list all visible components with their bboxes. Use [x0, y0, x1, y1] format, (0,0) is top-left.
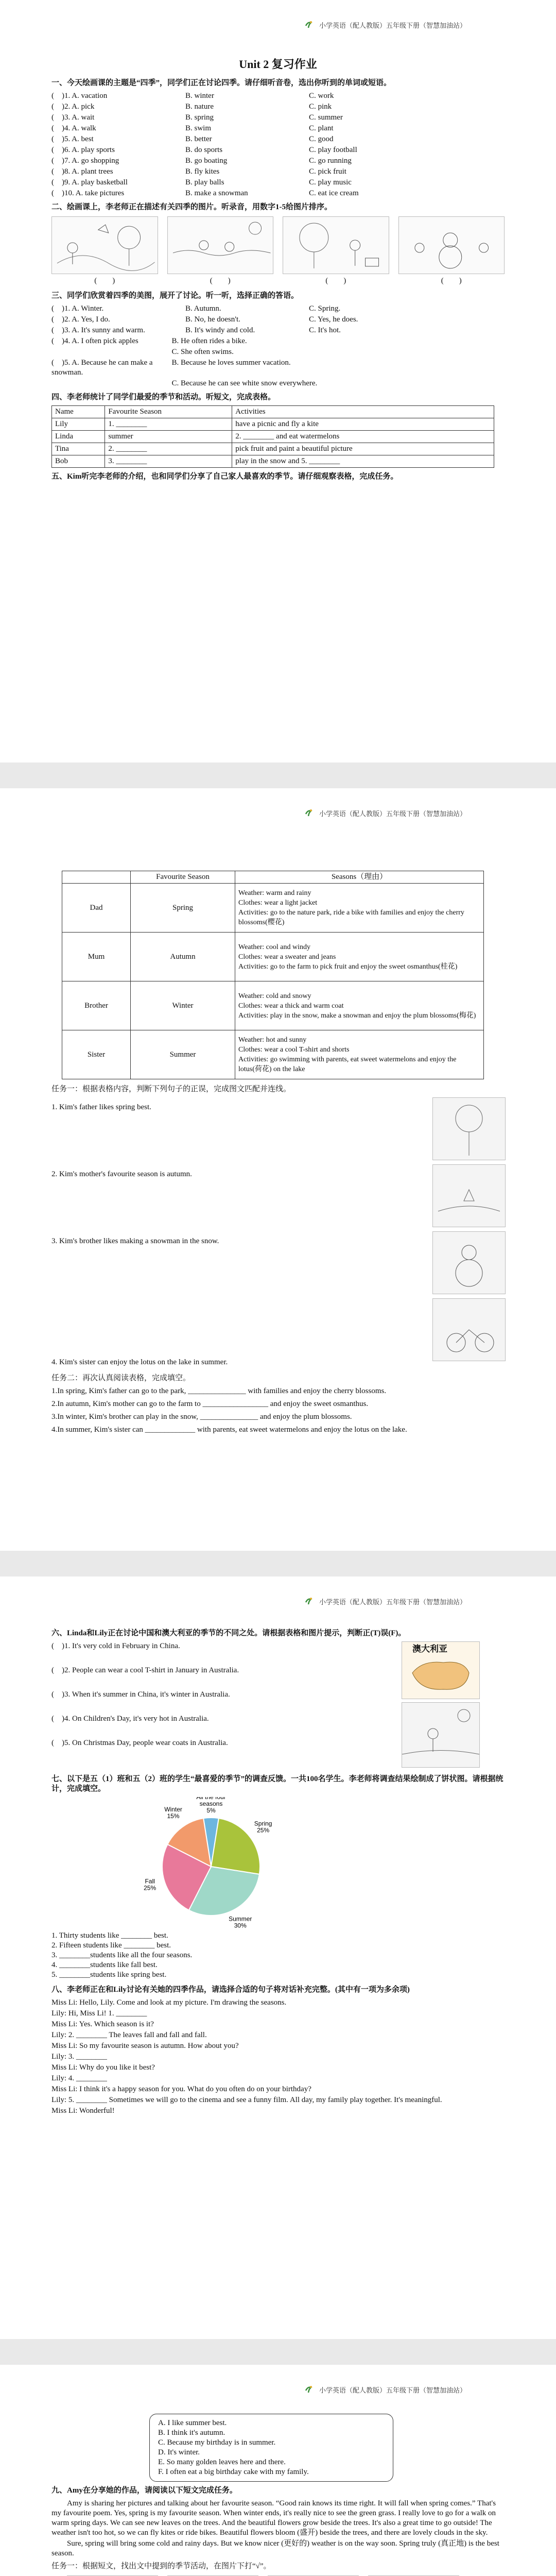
logo-icon: [304, 808, 314, 818]
option-line: E. So many golden leaves here and there.: [158, 2458, 286, 2466]
q3-row: [51, 326, 505, 335]
pie-label-fall: Fall 25%: [144, 1877, 157, 1892]
q2-intro: 二、绘画课上，李老师正在描述有关四季的图片。听录音，用数字1-5给图片排序。: [51, 203, 332, 211]
snowman-image: [432, 1231, 506, 1294]
q3-option: ( )3. A. It's sunny and warm.: [51, 326, 145, 334]
q1-row: [51, 167, 505, 177]
q3-option: B. It's windy and cold.: [185, 326, 255, 334]
q3-option: [393, 358, 505, 378]
winter-snowman-image: [398, 216, 505, 274]
q3-option: B. He often rides a bike.: [171, 337, 247, 345]
pie-label-spring: Spring 25%: [254, 1820, 272, 1834]
q1-option: C. good: [309, 135, 334, 143]
table-header-row: [62, 871, 484, 884]
australia-label: 澳大利亚: [412, 1644, 447, 1654]
q4-cell: 1. ________: [105, 418, 232, 431]
family-row: [62, 1030, 484, 1079]
q1-option: B. swim: [185, 124, 212, 132]
q7-item: 1. Thirty students like ________ best.: [51, 1931, 168, 1940]
q4-table: [51, 405, 494, 468]
q6-area: [51, 1641, 505, 1770]
q9-task1: 任务一：根据短文，找出文中提到的季节活动，在图片下打“√”。: [51, 2562, 271, 2570]
family-row: [62, 933, 484, 981]
q4-cell: play in the snow and 5. ________: [232, 455, 494, 468]
q1-row: [51, 145, 505, 155]
option-line: B. I think it's autumn.: [158, 2429, 225, 2437]
q8-dialogue: [51, 1998, 505, 2116]
q7-item: 3. ________students like all the four seasons.: [51, 1951, 193, 1959]
q3-row: [51, 358, 505, 378]
option-line: A. I like summer best.: [158, 2419, 227, 2427]
q3-row: [51, 336, 505, 346]
header-text: 小学英语（配人教版）五年级下册（智慧加油站）: [319, 21, 467, 29]
q1-option: ( )10. A. take pictures: [51, 189, 125, 197]
q1-option: B. nature: [185, 103, 214, 111]
table-header-cell: Favourite Season: [131, 871, 235, 884]
q1-option: ( )8. A. plant trees: [51, 167, 113, 176]
passage-paragraph: Amy is sharing her pictures and talking about her favourite season. “Good rain knows its time right. It will fall when spring comes.” That's my favourite poem. Yes, spring is my favourite season. When winter ends, it's really nice to see the green grass. I really love to go for a walk on warm spring days. We can see new leaves on the trees. And the beautiful flowers grow beside the trees. It's also a great time to go outside! The weather isn't too hot, so we can fly kites or ride bikes. Beautiful flowers bloom (盛开) beside the trees, and there are lovely clouds in the sky.: [51, 2499, 496, 2537]
q1-row: [51, 178, 505, 188]
australia-map-image: [402, 1641, 480, 1699]
q3-row: [51, 304, 505, 314]
q1-row: [51, 134, 505, 144]
q3-option: ( )2. A. Yes, I do.: [51, 315, 110, 324]
q9-passage: [51, 2499, 505, 2558]
q3-option: [393, 347, 505, 357]
spring-picnic-image: [51, 216, 158, 274]
family-member: Sister: [62, 1030, 131, 1079]
q6-intro: 六、Linda和Lily正在讨论中国和澳大利亚的季节的不同之处。请根据表格和图片提示，判断正(T)误(F)。: [51, 1629, 406, 1637]
q4-header-row: [52, 406, 494, 418]
dialogue-line: Lily: Hi, Miss Li! 1. ________: [51, 2009, 147, 2018]
q7-intro: 七、以下是五（1）班和五（2）班的学生“最喜爱的季节”的调查反馈。一共100名学生。李老师将调查结果绘制成了饼状图。请根据统计，完成填空。: [51, 1775, 503, 1793]
q7-item: 2. Fifteen students like ________ best.: [51, 1941, 171, 1950]
q4-header-cell: Name: [52, 406, 105, 418]
q1-row: [51, 189, 505, 198]
q4-cell: 2. ________ and eat watermelons: [232, 431, 494, 443]
q4-row: [52, 418, 494, 431]
q1-option: C. plant: [309, 124, 334, 132]
family-member: Dad: [62, 884, 131, 933]
q2-answer-slot[interactable]: ( ): [210, 277, 231, 285]
q4-cell: Linda: [52, 431, 105, 443]
q1-option: C. play football: [309, 146, 357, 154]
q1-option: ( )1. A. vacation: [51, 92, 108, 100]
q1-option: B. make a snowman: [185, 189, 248, 197]
season-reason: Weather: cold and snowy Clothes: wear a thick and warm coat Activities: play in the snow, make a snowman and enjoy the plum blossoms(梅花): [235, 981, 484, 1030]
q3-option: C. She often swims.: [171, 348, 234, 356]
q6-item: ( )5. On Christmas Day, people wear coats in Australia.: [51, 1739, 228, 1747]
task2-items: [51, 1386, 505, 1435]
task1-item-3: 3. Kim's brother likes making a snowman in the snow.: [51, 1237, 219, 1245]
favourite-season: Spring: [131, 884, 235, 933]
page-header: [304, 2384, 466, 2395]
q3-option: C. It's hot.: [309, 326, 341, 334]
q1-option: C. summer: [309, 113, 343, 122]
task1-intro: 任务一：根据表格内容，判断下列句子的正误，完成图文匹配并连线。: [51, 1085, 291, 1093]
q3-option: [51, 379, 171, 388]
q4-cell: have a picnic and fly a kite: [232, 418, 494, 431]
page-title: Unit 2 复习作业: [239, 58, 317, 71]
page-1: [0, 0, 556, 762]
q1-option: ( )4. A. walk: [51, 124, 96, 132]
pie-label-summer: Summer 30%: [229, 1915, 252, 1929]
q4-cell: 3. ________: [105, 455, 232, 468]
q5-intro: 五、Kim听完李老师的介绍，也和同学们分享了自己家人最喜欢的季节。请仔细观察表格，完成任务。: [51, 472, 398, 481]
q1-option: C. pink: [309, 103, 332, 111]
q1-option: ( )9. A. play basketball: [51, 178, 128, 187]
q1-row: [51, 124, 505, 133]
q3-option: [393, 336, 505, 346]
q3-option: ( )5. A. Because he can make a snowman.: [51, 359, 153, 377]
q1-intro: 一、今天绘画课的主题是“四季”，同学们正在讨论四季。请仔细听音卷，选出你听到的单词或短语。: [51, 79, 392, 87]
dialogue-line: Miss Li: So my favourite season is autumn. How about you?: [51, 2042, 239, 2050]
table-header-cell: [62, 871, 131, 884]
q1-option: ( )5. A. best: [51, 135, 94, 143]
family-member: Mum: [62, 933, 131, 981]
header-text: 小学英语（配人教版）五年级下册（智慧加油站）: [319, 2386, 467, 2394]
family-member: Brother: [62, 981, 131, 1030]
q3-intro: 三、同学们欣赏着四季的美图，展开了讨论。听一听，选择正确的答语。: [51, 292, 299, 300]
option-line: F. I often eat a big birthday cake with my family.: [158, 2468, 309, 2476]
fill-blank-item: 2.In autumn, Kim's mother can go to the farm to _________________ and enjoy the sweet osmanthus.: [51, 1400, 369, 1408]
q7-item: 4. ________students like fall best.: [51, 1961, 158, 1969]
page-header: [304, 20, 466, 30]
option-line: C. Because my birthday is in summer.: [158, 2438, 276, 2447]
q8-intro: 八、李老师正在和Lily讨论有关她的四季作品，请选择合适的句子将对话补充完整。(其中有一项为多余项): [51, 1986, 410, 1994]
q2-answer-slots: [51, 276, 505, 286]
family-row: [62, 884, 484, 933]
q1-option: B. spring: [185, 113, 214, 122]
fill-blank-item: 1.In spring, Kim's father can go to the park, _______________ with families and enjoy the cherry blossoms.: [51, 1387, 387, 1395]
q3-option: B. No, he doesn't.: [185, 315, 240, 324]
q1-option: ( )7. A. go shopping: [51, 157, 119, 165]
dialogue-line: Miss Li: Hello, Lily. Come and look at my picture. I'm drawing the seasons.: [51, 1998, 287, 2007]
q6-item: ( )1. It's very cold in February in China.: [51, 1642, 180, 1650]
passage-paragraph: Sure, spring will bring some cold and rainy days. But we know nicer (更好的) weather is on the way soon. Spring truly (真正地) is the best season.: [51, 2539, 499, 2557]
q4-intro: 四、李老师统计了同学们最爱的季节和活动。听短文，完成表格。: [51, 393, 276, 401]
favourite-season: Summer: [131, 1030, 235, 1079]
logo-icon: [304, 1596, 314, 1606]
table-header-cell: Seasons（理由）: [235, 871, 484, 884]
family-row: [62, 981, 484, 1030]
header-text: 小学英语（配人教版）五年级下册（智慧加油站）: [319, 1598, 467, 1606]
q4-header-cell: Activities: [232, 406, 494, 418]
lotus-lake-image: [432, 1164, 506, 1227]
page-4: [0, 2365, 556, 2576]
q1-row: [51, 113, 505, 123]
q1-option: C. play music: [309, 178, 352, 187]
dialogue-line: Lily: 3. ________: [51, 2053, 107, 2061]
pie-label-all-the-four-seasons: All the four seasons 5%: [196, 1797, 226, 1814]
dialogue-line: Miss Li: Why do you like it best?: [51, 2063, 155, 2072]
q2-answer-slot[interactable]: ( ): [441, 277, 462, 285]
dialogue-line: Lily: 2. ________ The leaves fall and fall and fall.: [51, 2031, 207, 2039]
fill-blank-item: 3.In winter, Kim's brother can play in the snow, _______________ and enjoy the plum blossoms.: [51, 1413, 352, 1421]
q3-row: [51, 347, 505, 357]
q6-item: ( )3. When it's summer in China, it's winter in Australia.: [51, 1690, 230, 1699]
q4-cell: Tina: [52, 443, 105, 455]
dialogue-line: Miss Li: Wonderful!: [51, 2107, 115, 2115]
q3-options: [51, 304, 505, 388]
logo-icon: [304, 20, 314, 30]
q4-row: [52, 455, 494, 468]
q3-row: [51, 379, 505, 388]
q1-row: [51, 91, 505, 101]
page-3: [0, 1577, 556, 2339]
q1-option: C. pick fruit: [309, 167, 346, 176]
task1-item-1: 1. Kim's father likes spring best.: [51, 1103, 151, 1111]
logo-icon: [304, 2384, 314, 2395]
q3-option: B. Autumn.: [185, 304, 221, 313]
task1-area: [51, 1097, 505, 1370]
bike-ride-image: [432, 1298, 506, 1361]
q1-option: ( )3. A. wait: [51, 113, 95, 122]
q3-option: [393, 379, 505, 388]
pie-label-winter: Winter 15%: [164, 1805, 182, 1820]
page-header: [304, 808, 466, 818]
season-pie-chart: [124, 1797, 299, 1931]
q3-option: B. Because he loves summer vacation.: [171, 359, 291, 367]
page-header: [304, 1596, 466, 1606]
q4-row: [52, 443, 494, 455]
task1-item-4: 4. Kim's sister can enjoy the lotus on the lake in summer.: [51, 1358, 228, 1366]
q1-row: [51, 102, 505, 112]
q1-option: C. eat ice cream: [309, 189, 359, 197]
q1-option: B. fly kites: [185, 167, 220, 176]
q1-option: B. play balls: [185, 178, 224, 187]
season-reason: Weather: hot and sunny Clothes: wear a cool T-shirt and shorts Activities: go swimming with parents, eat sweet watermelons and enjoy the lotus(荷花) on the lake: [235, 1030, 484, 1079]
q9-intro: 九、Amy在分享她的作品，请阅读以下短文完成任务。: [51, 2486, 237, 2495]
q1-option: ( )6. A. play sports: [51, 146, 115, 154]
q7-item: 5. ________students like spring best.: [51, 1971, 167, 1979]
family-season-table: [62, 871, 484, 1079]
task1-item-2: 2. Kim's mother's favourite season is autumn.: [51, 1170, 192, 1178]
dialogue-line: Miss Li: Yes. Which season is it?: [51, 2020, 154, 2028]
task2-intro: 任务二：再次认真阅读表格，完成填空。: [51, 1374, 191, 1382]
favourite-season: Autumn: [131, 933, 235, 981]
pie-slice-spring: [211, 1818, 260, 1874]
season-reason: Weather: cool and windy Clothes: wear a sweater and jeans Activities: go to the farm to pick fruit and enjoy the sweet osmanthus(桂花): [235, 933, 484, 981]
dialogue-line: Lily: 5. ________ Sometimes we will go to the cinema and see a funny film. All day, my family play together. It's meaningful.: [51, 2096, 442, 2104]
christmas-beach-image: [402, 1702, 480, 1768]
q4-cell: summer: [105, 431, 232, 443]
favourite-season: Winter: [131, 981, 235, 1030]
season-reason: Weather: warm and rainy Clothes: wear a light jacket Activities: go to the nature park, ride a bike with families and enjoy the cherry blossoms(樱花): [235, 884, 484, 933]
header-text: 小学英语（配人教版）五年级下册（智慧加油站）: [319, 809, 467, 818]
q4-cell: 2. ________: [105, 443, 232, 455]
q1-option: B. do sports: [185, 146, 223, 154]
pie-svg: [124, 1797, 299, 1931]
fill-blank-item: 4.In summer, Kim's sister can _____________ with parents, eat sweet watermelons and enjoy the lotus on the lake.: [51, 1426, 407, 1434]
q8-options-box: [149, 2414, 393, 2482]
farm-fruit-image: [432, 1097, 506, 1160]
q3-option: [51, 347, 171, 357]
option-line: D. It's winter.: [158, 2448, 200, 2456]
q6-item: ( )4. On Children's Day, it's very hot in Australia.: [51, 1715, 209, 1723]
q2-answer-slot[interactable]: ( ): [325, 277, 346, 285]
q6-item: ( )2. People can wear a cool T-shirt in January in Australia.: [51, 1666, 239, 1674]
q4-cell: pick fruit and paint a beautiful picture: [232, 443, 494, 455]
summer-swimming-image: [167, 216, 274, 274]
q2-pictures: [51, 216, 505, 274]
page-2: [0, 788, 556, 1551]
dialogue-line: Lily: 4. ________: [51, 2074, 107, 2082]
q3-option: C. Because he can see white snow everywhere.: [171, 379, 318, 387]
q1-option: B. go boating: [185, 157, 228, 165]
q3-row: [51, 315, 505, 325]
q1-options: [51, 91, 505, 198]
q1-option: C. go running: [309, 157, 352, 165]
q3-option: ( )4. A. I often pick apples: [51, 337, 138, 345]
q4-header-cell: Favourite Season: [105, 406, 232, 418]
q2-answer-slot[interactable]: ( ): [94, 277, 115, 285]
q1-option: B. better: [185, 135, 212, 143]
q3-option: ( )1. A. Winter.: [51, 304, 104, 313]
q7-items: [51, 1931, 505, 1980]
q1-option: ( )2. A. pick: [51, 103, 95, 111]
autumn-harvest-image: [283, 216, 389, 274]
q3-option: C. Yes, he does.: [309, 315, 358, 324]
q1-option: B. winter: [185, 92, 214, 100]
q4-row: [52, 431, 494, 443]
dialogue-line: Miss Li: I think it's a happy season for you. What do you often do on your birthday?: [51, 2085, 311, 2093]
q3-option: C. Spring.: [309, 304, 341, 313]
q4-cell: Bob: [52, 455, 105, 468]
q4-cell: Lily: [52, 418, 105, 431]
q1-option: C. work: [309, 92, 334, 100]
q1-row: [51, 156, 505, 166]
